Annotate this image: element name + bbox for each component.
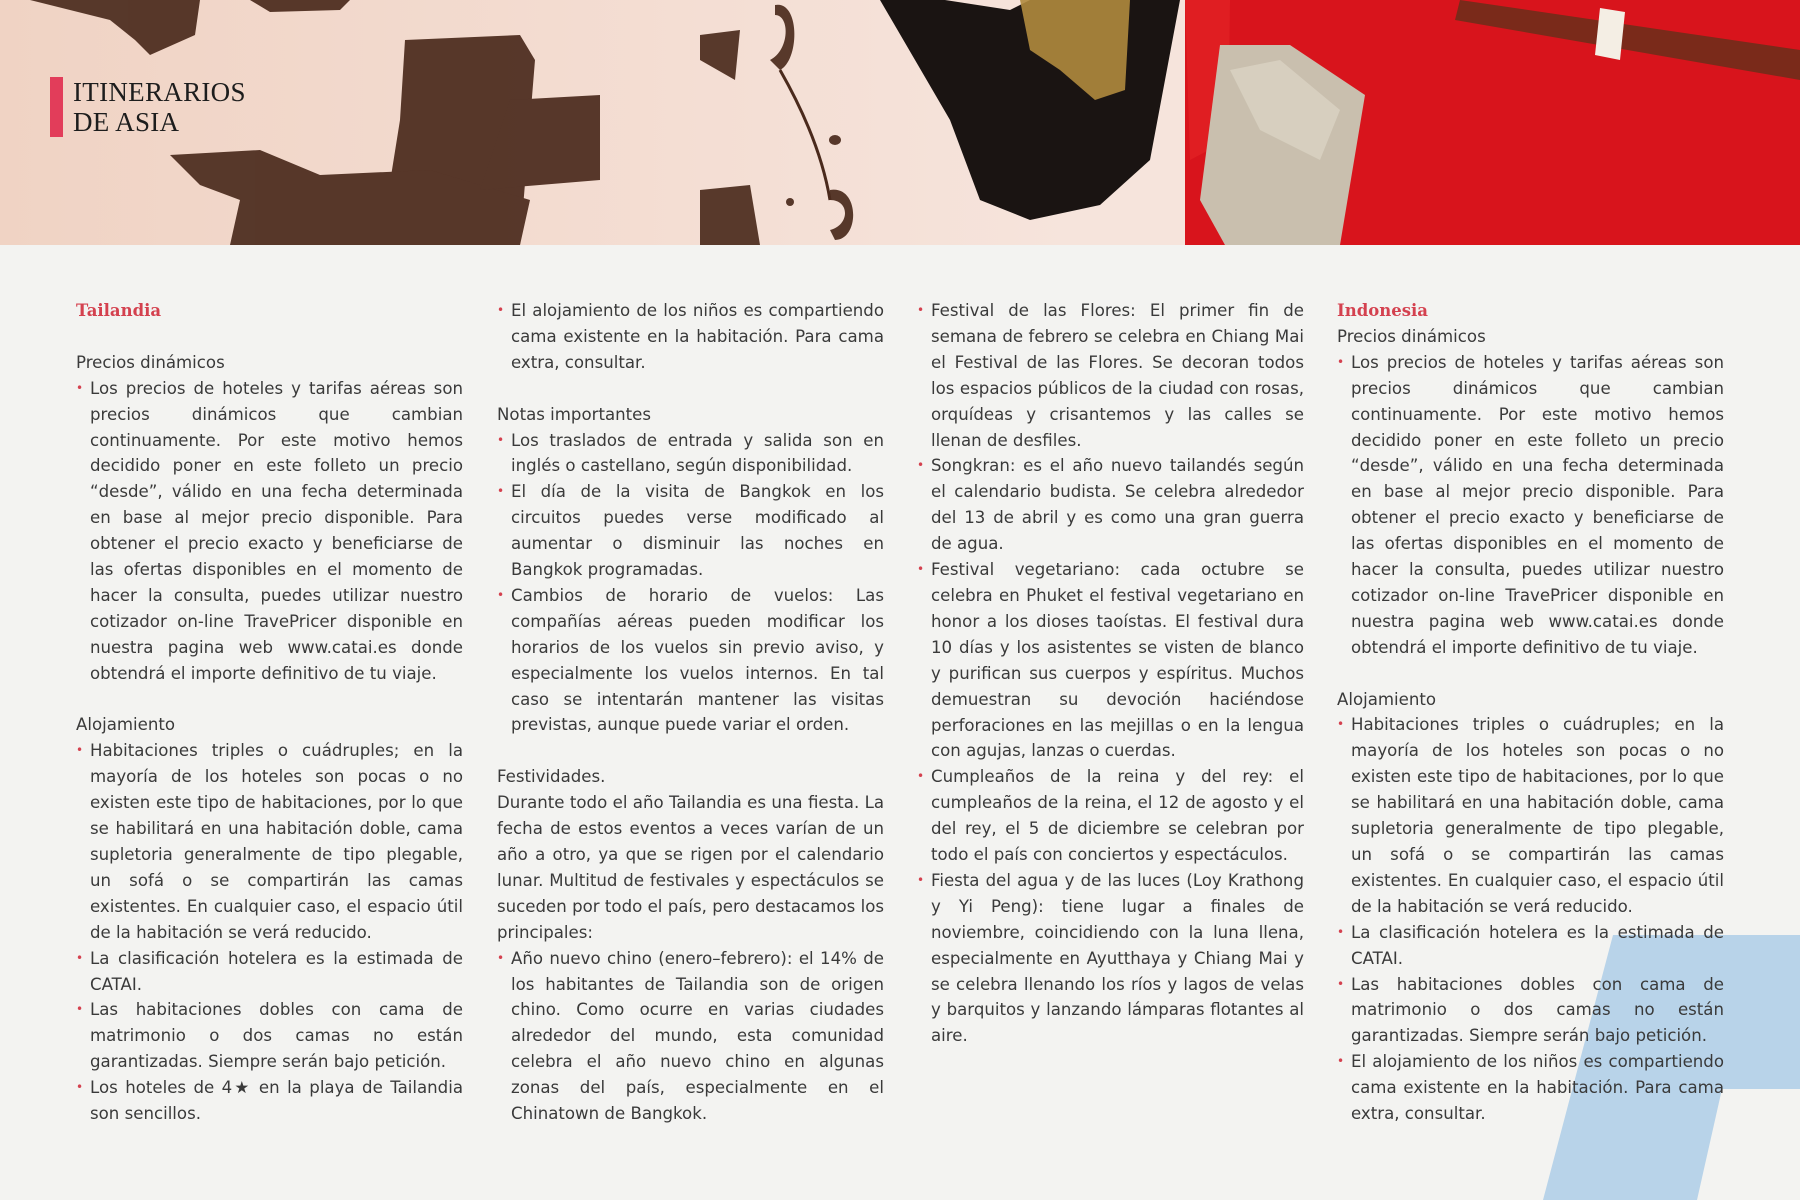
text-column-1 [76, 298, 463, 1127]
bullet-item [76, 1075, 463, 1127]
paragraph: Precios dinámicos [76, 352, 225, 372]
bullet-item [917, 298, 1304, 453]
bullet-icon: • [917, 458, 925, 473]
bullet-item [917, 764, 1304, 868]
bullet-icon: • [1337, 1054, 1345, 1069]
spacer [76, 324, 463, 350]
bullet-item [1337, 972, 1724, 1050]
country-heading: Tailandia [76, 301, 162, 320]
bullet-text: Festival de las Flores: El primer fin de semana de febrero se celebra en Chiang Mai el Festival de las Flores. Se decoran todos los espacios públicos de la ciudad con rosas, orquídeas y crisantemos y las calles se llenan de desfiles. [931, 301, 1304, 450]
bullet-text: Habitaciones triples o cuádruples; en la mayoría de los hoteles son pocas o no existen este tipo de habitaciones, por lo que se habilitará en una habitación doble, cama supletoria generalmente de tipo plegable, un sofá o se compartirán las camas existentes. En cualquier caso, el espacio útil de la habitación se verá reducido. [90, 741, 463, 942]
bullet-item [497, 946, 884, 1127]
bullet-icon: • [917, 872, 925, 887]
bullet-icon: • [76, 1080, 84, 1095]
bullet-icon: • [76, 743, 84, 758]
bullet-text: Festival vegetariano: cada octubre se celebra en Phuket el festival vegetariano en honor a los dioses taoístas. El festival dura 10 días y los asistentes se visten de blanco y purifican sus cuerpos y espíritus. Muchos demuestran su devoción haciéndose perforaciones en las mejillas o en la lengua con agujas, lanzas o cuerdas. [931, 560, 1304, 761]
bullet-icon: • [497, 950, 505, 965]
bullet-item [497, 583, 884, 738]
bullet-text: La clasificación hotelera es la estimada de CATAI. [90, 948, 463, 994]
paragraph: Precios dinámicos [1337, 326, 1486, 346]
bullet-icon: • [497, 587, 505, 602]
bullet-text: Los precios de hoteles y tarifas aéreas son precios dinámicos que cambian continuamente. Por este motivo hemos decidido poner en este folleto un precio “desde”, válido en una fecha determinada en base al mejor precio disponible. Para obtener el precio exacto y beneficiarse de las ofertas disponibles en el momento de hacer la consulta, puedes utilizar nuestro cotizador on-line TravePricer disponible en nuestra pagina web www.catai.es donde obtendrá el importe definitivo de tu viaje. [1351, 352, 1724, 657]
bullet-icon: • [917, 303, 925, 317]
bullet-text: Habitaciones triples o cuádruples; en la mayoría de los hoteles son pocas o no existen este tipo de habitaciones, por lo que se habilitará en una habitación doble, cama supletoria generalmente de tipo plegable, un sofá o se compartirán las camas existentes. En cualquier caso, el espacio útil de la habitación se verá reducido. [1351, 715, 1724, 916]
bullet-text: Cumpleaños de la reina y del rey: el cumpleaños de la reina, el 12 de agosto y el del rey, el 5 de diciembre se celebran por todo el país con conciertos y espectáculos. [931, 767, 1304, 865]
bullet-icon: • [1337, 354, 1345, 369]
bullet-icon: • [1337, 924, 1345, 939]
spacer [1337, 661, 1724, 687]
title-line-2: DE ASIA [73, 107, 180, 137]
bullet-item [1337, 1049, 1724, 1127]
bullet-text: Las habitaciones dobles con cama de matrimonio o dos camas no están garantizadas. Siempre serán bajo petición. [1351, 974, 1724, 1046]
bullet-icon: • [1337, 976, 1345, 991]
bullet-item [1337, 920, 1724, 972]
bullet-icon: • [76, 380, 84, 395]
bullet-item [917, 868, 1304, 1049]
paragraph: Alojamiento [76, 715, 176, 735]
bullet-item [1337, 712, 1724, 919]
title-line-1: ITINERARIOS [73, 77, 246, 107]
bullet-icon: • [497, 484, 505, 499]
bullet-icon: • [917, 562, 925, 577]
bullet-icon: • [497, 432, 505, 447]
bullet-text: Cambios de horario de vuelos: Las compañías aéreas pueden modificar los horarios de los vuelos sin previo aviso, y especialmente los vuelos internos. En tal caso se intentarán mantener las visitas previstas, aunque puede variar el orden. [511, 585, 884, 735]
bullet-item [76, 997, 463, 1075]
paragraph: Alojamiento [1337, 689, 1437, 709]
spacer [497, 738, 884, 764]
bullet-icon: • [917, 769, 925, 784]
bullet-text: Los traslados de entrada y salida son en inglés o castellano, según disponibilidad. [511, 430, 884, 476]
bullet-text: Año nuevo chino (enero–febrero): el 14% de los habitantes de Tailandia son de origen chino. Como ocurre en varias ciudades alrededor del mundo, esta comunidad celebra el año nuevo chino en algunas zonas del país, especialmente en el Chinatown de Bangkok. [511, 948, 884, 1124]
bullet-icon: • [497, 303, 505, 317]
bullet-item [497, 479, 884, 583]
paragraph: Notas importantes [497, 404, 651, 424]
bullet-text: Los hoteles de 4★ en la playa de Tailandia son sencillos. [90, 1078, 463, 1124]
bullet-item [1337, 350, 1724, 661]
bullet-item [917, 557, 1304, 764]
bullet-text: Las habitaciones dobles con cama de matrimonio o dos camas no están garantizadas. Siempre serán bajo petición. [90, 1000, 463, 1072]
spacer [497, 376, 884, 402]
paragraph: Durante todo el año Tailandia es una fiesta. La fecha de estos eventos a veces varían de un año a otro, ya que se rigen por el calendario lunar. Multitud de festivales y espectáculos se suceden por todo el país, pero destacamos los principales: [497, 793, 884, 942]
bullet-icon: • [76, 1002, 84, 1017]
bullet-text: Songkran: es el año nuevo tailandés según el calendario budista. Se celebra alrededor del 13 de abril y es como una gran guerra de agua. [931, 456, 1304, 554]
bullet-icon: • [1337, 717, 1345, 732]
paragraph: Festividades. [497, 767, 606, 787]
spacer [76, 687, 463, 713]
bullet-text: El día de la visita de Bangkok en los circuitos puedes verse modificado al aumentar o disminuir las noches en Bangkok programadas. [511, 482, 884, 580]
bullet-text: El alojamiento de los niños es compartiendo cama existente en la habitación. Para cama extra, consultar. [1351, 1052, 1724, 1124]
text-column-4 [1337, 298, 1724, 1127]
bullet-item [76, 946, 463, 998]
bullet-icon: • [76, 950, 84, 965]
bullet-text: Los precios de hoteles y tarifas aéreas son precios dinámicos que cambian continuamente. Por este motivo hemos decidido poner en este folleto un precio “desde”, válido en una fecha determinada en base al mejor precio disponible. Para obtener el precio exacto y beneficiarse de las ofertas disponibles en el momento de hacer la consulta, puedes utilizar nuestro cotizador on-line TravePricer disponible en nuestra pagina web www.catai.es donde obtendrá el importe definitivo de tu viaje. [90, 378, 463, 683]
text-column-3 [917, 298, 1304, 1049]
bullet-item [497, 298, 884, 376]
bullet-text: El alojamiento de los niños es compartiendo cama existente en la habitación. Para cama extra, consultar. [511, 301, 884, 372]
bullet-item [917, 453, 1304, 557]
bullet-item [76, 738, 463, 945]
text-column-2 [497, 298, 884, 1127]
bullet-item [497, 428, 884, 480]
country-heading: Indonesia [1337, 301, 1428, 320]
bullet-text: La clasificación hotelera es la estimada de CATAI. [1351, 922, 1724, 968]
bullet-text: Fiesta del agua y de las luces (Loy Krathong y Yi Peng): tiene lugar a finales de noviembre, coincidiendo con la luna llena, especialmente en Ayutthaya y Chiang Mai y se celebra llenando los ríos y lagos de velas y barquitos y lanzando lámparas flotantes al aire. [931, 870, 1304, 1046]
bullet-item [76, 376, 463, 687]
